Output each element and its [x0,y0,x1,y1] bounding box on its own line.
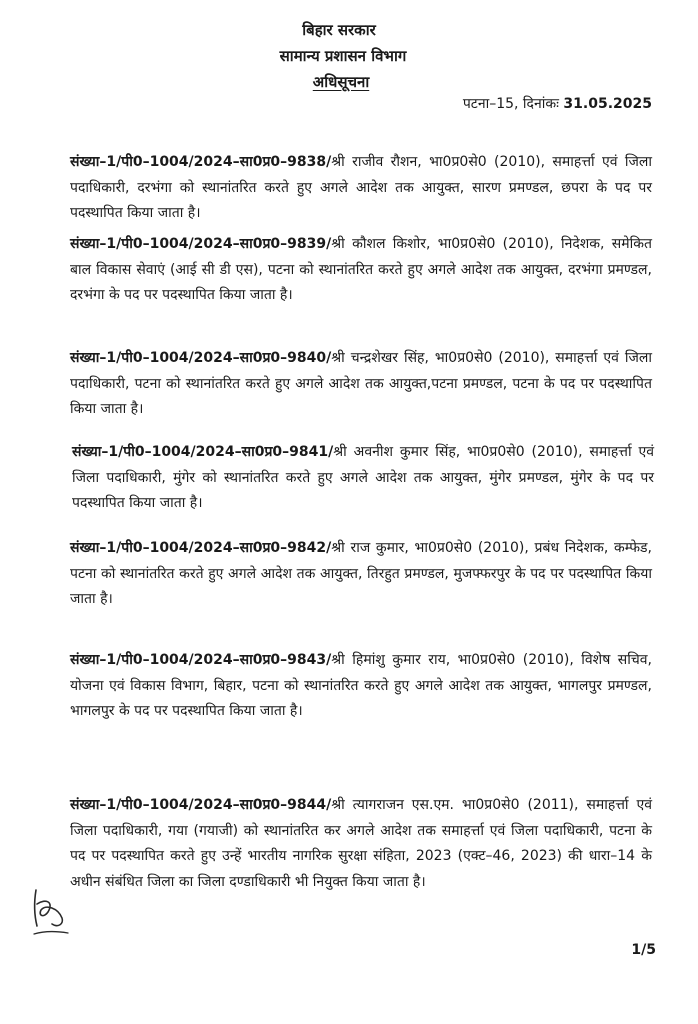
handwritten-initial-signature [28,884,72,944]
order-text: श्री अवनीश कुमार सिंह, भा0प्र0से0 (2010), समाहर्त्ता एवं जिला पदाधिकारी, मुंगेर को स्थानांतरित करते हुए अगले आदेश तक आयुक्त, मुंगेर प्रमण्डल, मुंगेर के पद पर पदस्थापित किया जाता है। [72,444,654,511]
page-number: 1/5 [631,942,656,958]
order-paragraph [70,150,652,227]
order-reference: संख्या–1/पी0–1004/2024–सा0प्र0–9838/ [70,154,332,170]
order-text: श्री चन्द्रशेखर सिंह, भा0प्र0से0 (2010), समाहर्त्ता एवं जिला पदाधिकारी, पटना को स्थानांतरित करते हुए अगले आदेश तक आयुक्त,पटना प्रमण्डल, पटना के पद पर पदस्थापित किया जाता है। [70,350,652,417]
order-text: श्री हिमांशु कुमार राय, भा0प्र0से0 (2010), विशेष सचिव, योजना एवं विकास विभाग, बिहार, पटना को स्थानांतरित करते हुए अगले आदेश तक आयुक्त, भागलपुर प्रमण्डल, भागलपुर के पद पर पदस्थापित किया जाता है। [70,652,652,719]
dateline-date: 31.05.2025 [563,96,652,112]
order-paragraph [70,648,652,725]
order-text: श्री कौशल किशोर, भा0प्र0से0 (2010), निदेशक, समेकित बाल विकास सेवाएं (आई सी डी एस), पटना को स्थानांतरित करते हुए अगले आदेश तक आयुक्त, दरभंगा प्रमण्डल, दरभंगा के पद पर पदस्थापित किया जाता है। [70,236,652,303]
order-text: श्री त्यागराजन एस.एम. भा0प्र0से0 (2011), समाहर्त्ता एवं जिला पदाधिकारी, गया (गयाजी) को स्थानांतरित कर अगले आदेश तक समाहर्त्ता एवं जिला पदाधिकारी, पटना के पद पर पदस्थापित करते हुए उन्हें भारतीय नागरिक सुरक्षा संहिता, 2023 (एक्ट–46, 2023) की धारा–14 के अधीन संबंधित जिला का जिला दण्डाधिकारी भी नियुक्त किया जाता है। [70,797,652,890]
order-paragraph [70,346,652,423]
order-paragraph [70,793,652,895]
order-reference: संख्या–1/पी0–1004/2024–सा0प्र0–9839/ [70,236,332,252]
dateline-place: पटना–15, दिनांकः [462,96,559,112]
government-heading: बिहार सरकार [302,21,376,39]
department-heading: सामान्य प्रशासन विभाग [279,47,407,65]
order-reference: संख्या–1/पी0–1004/2024–सा0प्र0–9843/ [70,652,332,668]
order-reference: संख्या–1/पी0–1004/2024–सा0प्र0–9840/ [70,350,332,366]
order-reference: संख्या–1/पी0–1004/2024–सा0प्र0–9842/ [70,540,332,556]
order-text: श्री राज कुमार, भा0प्र0से0 (2010), प्रबंध निदेशक, कम्फेड, पटना को स्थानांतरित करते हुए अगले आदेश तक आयुक्त, तिरहुत प्रमण्डल, मुजफ्फरपुर के पद पर पदस्थापित किया जाता है। [70,540,652,607]
order-paragraph [70,232,652,309]
order-paragraph [70,536,652,613]
order-reference: संख्या–1/पी0–1004/2024–सा0प्र0–9841/ [72,444,334,460]
notification-title: अधिसूचना [312,73,370,91]
order-reference: संख्या–1/पी0–1004/2024–सा0प्र0–9844/ [70,797,332,813]
order-text: श्री राजीव रौशन, भा0प्र0से0 (2010), समाहर्त्ता एवं जिला पदाधिकारी, दरभंगा को स्थानांतरित करते हुए अगले आदेश तक आयुक्त, सारण प्रमण्डल, छपरा के पद पर पदस्थापित किया जाता है। [70,154,652,221]
dateline [463,94,652,113]
order-paragraph [72,440,654,517]
